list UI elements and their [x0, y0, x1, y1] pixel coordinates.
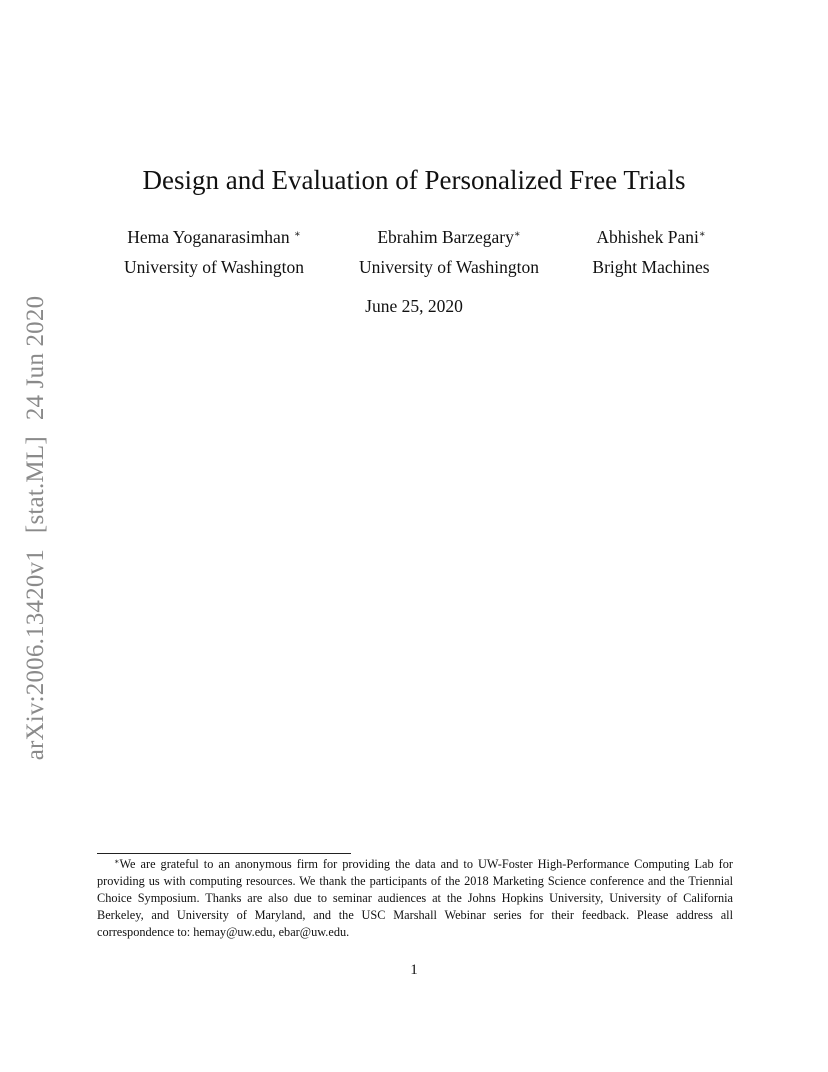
arxiv-category: [stat.ML]	[22, 436, 49, 534]
arxiv-identifier-stamp	[22, 296, 50, 761]
paper-date: June 25, 2020	[365, 296, 463, 316]
footnote-text: We are grateful to an anonymous firm for providing the data and to UW-Foster High-Performance Computing Lab for providing us with computing resources. We thank the participants of the 2018 Marketing Science conference and the Triennial Choice Symposium. Thanks are also due to seminar audiences at the Johns Hopkins University, University of California Berkeley, and University of Maryland, and the USC Marshall Webinar series for their feedback. Please address all correspondence to: hemay@uw.edu, ebar@uw.edu.	[97, 857, 733, 939]
footnote	[97, 856, 733, 941]
author-block	[112, 224, 316, 280]
arxiv-date: 24 Jun 2020	[22, 295, 49, 421]
author-name: Hema Yoganarasimhan	[127, 227, 290, 247]
paper-title: Design and Evaluation of Personalized Free Trials	[142, 165, 686, 195]
author-block	[345, 224, 553, 280]
author-footnote-mark: ∗	[513, 229, 521, 240]
author-affiliation: Bright Machines	[592, 257, 710, 277]
author-name: Abhishek Pani	[596, 227, 699, 247]
author-block	[583, 224, 719, 280]
author-footnote-mark: ∗	[698, 229, 706, 240]
author-footnote-mark: ∗	[293, 229, 301, 240]
arxiv-id: arXiv:2006.13420v1	[22, 549, 49, 761]
author-affiliation: University of Washington	[358, 257, 540, 277]
author-name: Ebrahim Barzegary	[377, 227, 514, 247]
footnote-divider	[97, 853, 351, 854]
page-number: 1	[410, 962, 418, 978]
author-affiliation: University of Washington	[123, 257, 305, 277]
footnote-mark: ∗	[114, 857, 120, 866]
